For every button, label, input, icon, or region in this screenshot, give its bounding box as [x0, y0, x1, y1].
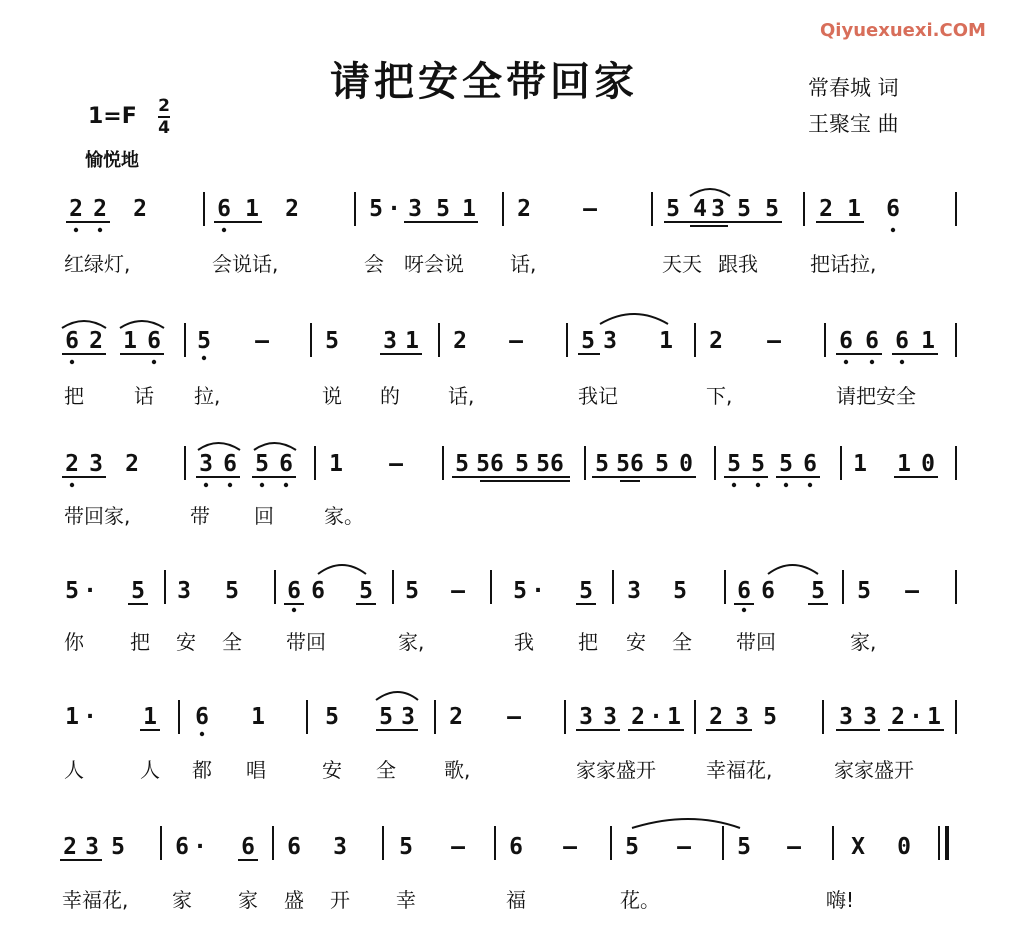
note-dot: · — [649, 704, 663, 730]
time-signature-bottom: 4 — [158, 118, 170, 138]
lyric: 开 — [330, 888, 350, 912]
lyric: 说 — [322, 384, 342, 408]
note: 6 — [241, 834, 255, 860]
lower-octave-dot — [732, 483, 736, 487]
lower-octave-dot — [70, 360, 74, 364]
note: 5 — [131, 578, 145, 604]
note: 2 — [891, 704, 905, 730]
lyric: 花。 — [620, 888, 660, 912]
note: 2 — [133, 196, 147, 222]
lyric: 家 — [238, 888, 258, 912]
note: 5 — [65, 578, 79, 604]
note: 2 — [819, 196, 833, 222]
lyric: 你 — [64, 630, 84, 654]
lyric: 请把安全 — [836, 384, 916, 408]
note: 5 — [369, 196, 383, 222]
note: 5 — [255, 451, 269, 477]
song-title: 请把安全带回家 — [330, 59, 638, 105]
note: 3 — [711, 196, 725, 222]
note: 6 — [865, 328, 879, 354]
note: 5 — [727, 451, 741, 477]
note: 6 — [65, 328, 79, 354]
note: 5 — [379, 704, 393, 730]
note: 1 — [462, 196, 476, 222]
note: 5 — [225, 578, 239, 604]
time-signature-top: 2 — [158, 96, 170, 116]
lyric: 安 — [626, 630, 646, 654]
lyric: 幸福花, — [706, 758, 773, 782]
lower-octave-dot — [900, 360, 904, 364]
note: 5 — [625, 834, 639, 860]
slur — [198, 443, 240, 450]
slur — [600, 314, 668, 324]
lyric: 人 — [64, 758, 84, 782]
note: 2 — [93, 196, 107, 222]
tempo-marking: 愉悦地 — [85, 150, 139, 171]
lyric: 会 — [364, 252, 384, 276]
lower-octave-dot — [70, 483, 74, 487]
note: 2 — [453, 328, 467, 354]
lyric: 拉, — [194, 384, 221, 408]
lyric: 唱 — [246, 758, 266, 782]
note: 0 — [679, 451, 693, 477]
lyric: 会说话, — [212, 252, 279, 276]
lyric: 带回 — [736, 630, 776, 654]
note-dash: – — [787, 834, 801, 860]
note: 6 — [737, 578, 751, 604]
note: 1 — [897, 451, 911, 477]
note: 2 — [69, 196, 83, 222]
note: 3 — [85, 834, 99, 860]
note-dash: – — [451, 578, 465, 604]
lyric: 把 — [130, 630, 150, 654]
note: 2 — [709, 328, 723, 354]
note: 3 — [839, 704, 853, 730]
lyric: 回 — [254, 504, 274, 528]
note: 56 — [476, 451, 504, 477]
note: X — [851, 834, 865, 860]
note: 6 — [217, 196, 231, 222]
lyric: 我 — [514, 630, 534, 654]
slur — [254, 443, 296, 450]
note: 1 — [245, 196, 259, 222]
note: 5 — [399, 834, 413, 860]
note: 5 — [581, 328, 595, 354]
note-dot: · — [909, 704, 923, 730]
note: 5 — [751, 451, 765, 477]
lyric: 全 — [222, 630, 242, 654]
note: 1 — [667, 704, 681, 730]
note: 5 — [325, 704, 339, 730]
lyric: 嗨! — [826, 888, 855, 912]
note: 56 — [616, 451, 644, 477]
lower-octave-dot — [222, 228, 226, 232]
note: 5 — [655, 451, 669, 477]
lyric: 家家盛开 — [834, 758, 914, 782]
note: 5 — [857, 578, 871, 604]
lyric: 家, — [398, 630, 425, 654]
tie — [632, 819, 740, 828]
lyric: 把 — [64, 384, 84, 408]
lyric: 安 — [176, 630, 196, 654]
lyric: 下, — [706, 384, 733, 408]
note: 5 — [763, 704, 777, 730]
note: 5 — [513, 578, 527, 604]
note: 6 — [311, 578, 325, 604]
note-dot: · — [387, 196, 401, 222]
note: 6 — [895, 328, 909, 354]
lyric: 把 — [578, 630, 598, 654]
note: 2 — [63, 834, 77, 860]
note: 5 — [673, 578, 687, 604]
lyric: 人 — [140, 758, 160, 782]
note: 6 — [287, 578, 301, 604]
note-dash: – — [677, 834, 691, 860]
lyric: 带 — [190, 504, 210, 528]
note-dash: – — [507, 704, 521, 730]
lyric: 都 — [192, 758, 212, 782]
lyric: 家家盛开 — [576, 758, 656, 782]
note-dash: – — [509, 328, 523, 354]
note-dash: – — [767, 328, 781, 354]
note: 2 — [125, 451, 139, 477]
slur — [768, 565, 818, 574]
note: 3 — [408, 196, 422, 222]
note: 6 — [195, 704, 209, 730]
note: 2 — [89, 328, 103, 354]
lower-octave-dot — [200, 732, 204, 736]
note: 1 — [65, 704, 79, 730]
note: 1 — [921, 328, 935, 354]
note: 3 — [735, 704, 749, 730]
note: 3 — [89, 451, 103, 477]
note: 3 — [627, 578, 641, 604]
lyric: 带回 — [286, 630, 326, 654]
note: 2 — [709, 704, 723, 730]
note: 3 — [333, 834, 347, 860]
note: 5 — [595, 451, 609, 477]
note-dash: – — [255, 328, 269, 354]
note: 6 — [147, 328, 161, 354]
note: 6 — [761, 578, 775, 604]
lyric: 家。 — [324, 504, 364, 528]
note: 5 — [359, 578, 373, 604]
lower-octave-dot — [756, 483, 760, 487]
note: 4 — [693, 196, 707, 222]
note: 5 — [111, 834, 125, 860]
note: 5 — [779, 451, 793, 477]
note: 2 — [631, 704, 645, 730]
lyric: 幸 — [396, 888, 416, 912]
note: 2 — [449, 704, 463, 730]
note: 5 — [515, 451, 529, 477]
lower-octave-dot — [202, 356, 206, 360]
note: 1 — [405, 328, 419, 354]
note: 1 — [927, 704, 941, 730]
note: 5 — [197, 328, 211, 354]
lyric: 幸福花, — [62, 888, 129, 912]
lower-octave-dot — [870, 360, 874, 364]
note-dot: · — [83, 704, 97, 730]
note: 2 — [65, 451, 79, 477]
lower-octave-dot — [808, 483, 812, 487]
lower-octave-dot — [74, 228, 78, 232]
note-dash: – — [389, 451, 403, 477]
note: 1 — [143, 704, 157, 730]
lyric: 红绿灯, — [64, 252, 131, 276]
note: 5 — [737, 196, 751, 222]
note-dot: · — [83, 578, 97, 604]
lower-octave-dot — [844, 360, 848, 364]
lyric: 福 — [506, 888, 526, 912]
lower-octave-dot — [228, 483, 232, 487]
note: 6 — [279, 451, 293, 477]
note: 1 — [251, 704, 265, 730]
note: 3 — [603, 704, 617, 730]
note: 3 — [603, 328, 617, 354]
note-dot: · — [531, 578, 545, 604]
site-watermark: Qiyuexuexi.COM — [820, 20, 986, 41]
note: 5 — [737, 834, 751, 860]
slur — [690, 189, 730, 196]
lyric: 的 — [380, 384, 400, 408]
lyricist-credit: 常春城 词 — [808, 76, 899, 100]
slur — [62, 321, 106, 328]
lower-octave-dot — [98, 228, 102, 232]
lyric: 家, — [850, 630, 877, 654]
note: 6 — [223, 451, 237, 477]
note-dash: – — [563, 834, 577, 860]
slur — [318, 565, 366, 574]
note: 6 — [839, 328, 853, 354]
lyric: 盛 — [284, 888, 304, 912]
note: 3 — [863, 704, 877, 730]
lyric: 话, — [448, 384, 475, 408]
lyric: 安 — [322, 758, 342, 782]
note: 2 — [285, 196, 299, 222]
lyric: 家 — [172, 888, 192, 912]
lyric: 把话拉, — [810, 252, 877, 276]
note: 3 — [177, 578, 191, 604]
lyric: 歌, — [444, 758, 471, 782]
lower-octave-dot — [891, 228, 895, 232]
note: 5 — [405, 578, 419, 604]
lower-octave-dot — [260, 483, 264, 487]
lyric: 全 — [376, 758, 396, 782]
note: 56 — [536, 451, 564, 477]
note: 6 — [803, 451, 817, 477]
note: 3 — [199, 451, 213, 477]
lower-octave-dot — [742, 608, 746, 612]
key-signature: 1=F — [88, 104, 137, 129]
note: 1 — [659, 328, 673, 354]
note: 3 — [401, 704, 415, 730]
note: 2 — [517, 196, 531, 222]
lyric: 呀会说 — [404, 252, 464, 276]
lyric: 天天 — [662, 252, 702, 276]
lower-octave-dot — [292, 608, 296, 612]
lyric: 话, — [510, 252, 537, 276]
note: 5 — [455, 451, 469, 477]
note-dot: · — [193, 834, 207, 860]
note: 0 — [897, 834, 911, 860]
slur — [120, 321, 164, 328]
note-dash: – — [905, 578, 919, 604]
lyric: 话 — [134, 384, 154, 408]
note: 5 — [666, 196, 680, 222]
note: 0 — [921, 451, 935, 477]
note: 6 — [886, 196, 900, 222]
note: 6 — [287, 834, 301, 860]
note: 6 — [509, 834, 523, 860]
lyric: 跟我 — [718, 252, 758, 276]
note: 6 — [175, 834, 189, 860]
note: 5 — [811, 578, 825, 604]
note: 3 — [383, 328, 397, 354]
slur — [376, 692, 418, 700]
lyric: 我记 — [578, 384, 618, 408]
note: 5 — [325, 328, 339, 354]
note: 1 — [847, 196, 861, 222]
note: 3 — [579, 704, 593, 730]
lower-octave-dot — [284, 483, 288, 487]
composer-credit: 王聚宝 曲 — [808, 112, 899, 136]
lyric: 全 — [672, 630, 692, 654]
note: 1 — [853, 451, 867, 477]
lower-octave-dot — [152, 360, 156, 364]
note: 5 — [436, 196, 450, 222]
note: 5 — [579, 578, 593, 604]
lower-octave-dot — [204, 483, 208, 487]
note: 1 — [123, 328, 137, 354]
lyric: 带回家, — [64, 504, 131, 528]
note: 5 — [765, 196, 779, 222]
note-dash: – — [451, 834, 465, 860]
note: 1 — [329, 451, 343, 477]
note-dash: – — [583, 196, 597, 222]
lower-octave-dot — [784, 483, 788, 487]
